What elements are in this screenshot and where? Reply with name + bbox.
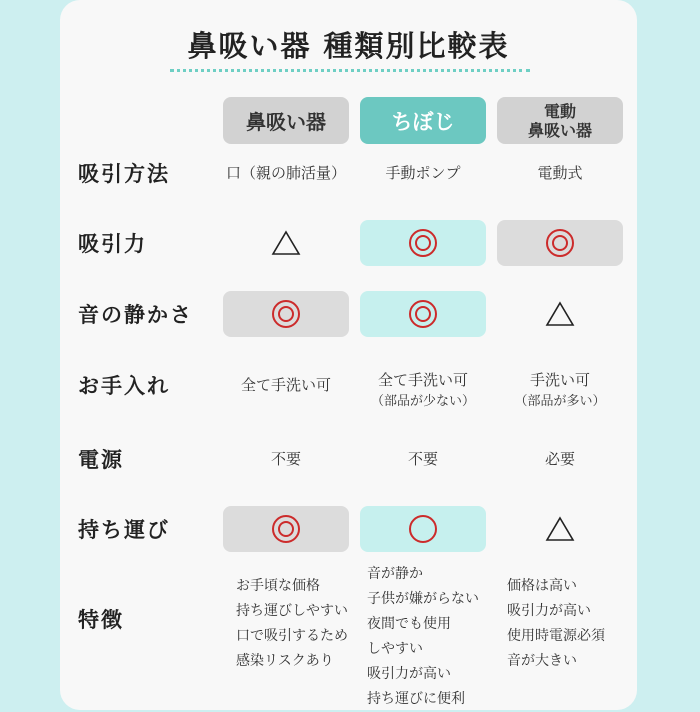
maintenance-a-main: 全て手洗い可 xyxy=(240,375,331,394)
double-circle-icon xyxy=(409,229,437,257)
maintenance-b-sub: （部品が少ない） xyxy=(370,394,475,409)
column-header-electric-aspirator: 電動 鼻吸い器 xyxy=(497,97,623,144)
row-label-suction-method: 吸引方法 xyxy=(78,162,170,186)
cell-quietness-b xyxy=(360,291,486,337)
list-item: 持ち運びに便利 xyxy=(367,691,465,707)
row-label-power-source: 電源 xyxy=(78,448,124,472)
list-item: 価格は高い xyxy=(507,578,577,594)
double-circle-icon xyxy=(409,300,437,328)
cell-suction-power-a xyxy=(223,220,349,266)
cell-quietness-c xyxy=(497,291,623,337)
double-circle-icon xyxy=(272,300,300,328)
features-list-b xyxy=(367,562,479,712)
cell-suction-power-b xyxy=(360,220,486,266)
features-list-a xyxy=(236,574,348,674)
cell-power-b: 不要 xyxy=(407,449,438,468)
maintenance-c-sub: （部品が多い） xyxy=(514,394,606,409)
list-item: 持ち運びしやすい xyxy=(236,603,348,619)
title-underline xyxy=(170,69,530,72)
features-list-c xyxy=(507,574,605,674)
cell-suction-method-c: 電動式 xyxy=(537,163,583,182)
page-title: 鼻吸い器 種類別比較表 xyxy=(187,29,510,63)
maintenance-c-main: 手洗い可 xyxy=(529,371,590,389)
cell-quietness-a xyxy=(223,291,349,337)
column-header-nasal-aspirator: 鼻吸い器 xyxy=(223,97,349,144)
cell-suction-power-c xyxy=(497,220,623,266)
row-label-portability: 持ち運び xyxy=(78,518,170,542)
cell-maintenance-b xyxy=(360,368,486,414)
row-label-maintenance: お手入れ xyxy=(78,374,170,398)
cell-power-a: 不要 xyxy=(270,449,301,468)
triangle-icon xyxy=(545,301,575,327)
list-item: 吸引力が高い xyxy=(507,603,591,619)
cell-suction-method-b: 手動ポンプ xyxy=(385,163,461,182)
cell-suction-method-a: 口（親の肺活量） xyxy=(225,163,346,182)
cell-portability-c xyxy=(497,506,623,552)
list-item: お手頃な価格 xyxy=(236,578,320,594)
row-label-features: 特徴 xyxy=(78,608,124,632)
list-item: 使用時電源必須 xyxy=(507,628,605,644)
list-item: 音が静か xyxy=(367,566,423,582)
list-item: 口で吸引するため xyxy=(236,628,348,644)
list-item: 吸引力が高い xyxy=(367,666,451,682)
list-item: しやすい xyxy=(367,641,423,657)
triangle-icon xyxy=(271,230,301,256)
cell-power-c: 必要 xyxy=(544,449,575,468)
cell-maintenance-a xyxy=(223,362,349,408)
list-item: 夜間でも使用 xyxy=(367,616,451,632)
cell-portability-a xyxy=(223,506,349,552)
row-label-quietness: 音の静かさ xyxy=(78,303,193,327)
double-circle-icon xyxy=(546,229,574,257)
row-label-suction-power: 吸引力 xyxy=(78,232,147,256)
list-item: 子供が嫌がらない xyxy=(367,591,479,607)
double-circle-icon xyxy=(272,515,300,543)
maintenance-b-main: 全て手洗い可 xyxy=(377,371,468,389)
list-item: 感染リスクあり xyxy=(236,653,334,669)
column-header-chibojii: ちぼじ xyxy=(360,97,486,144)
triangle-icon xyxy=(545,516,575,542)
cell-maintenance-c xyxy=(497,368,623,414)
cell-portability-b xyxy=(360,506,486,552)
list-item: 音が大きい xyxy=(507,653,577,669)
circle-icon xyxy=(409,515,437,543)
